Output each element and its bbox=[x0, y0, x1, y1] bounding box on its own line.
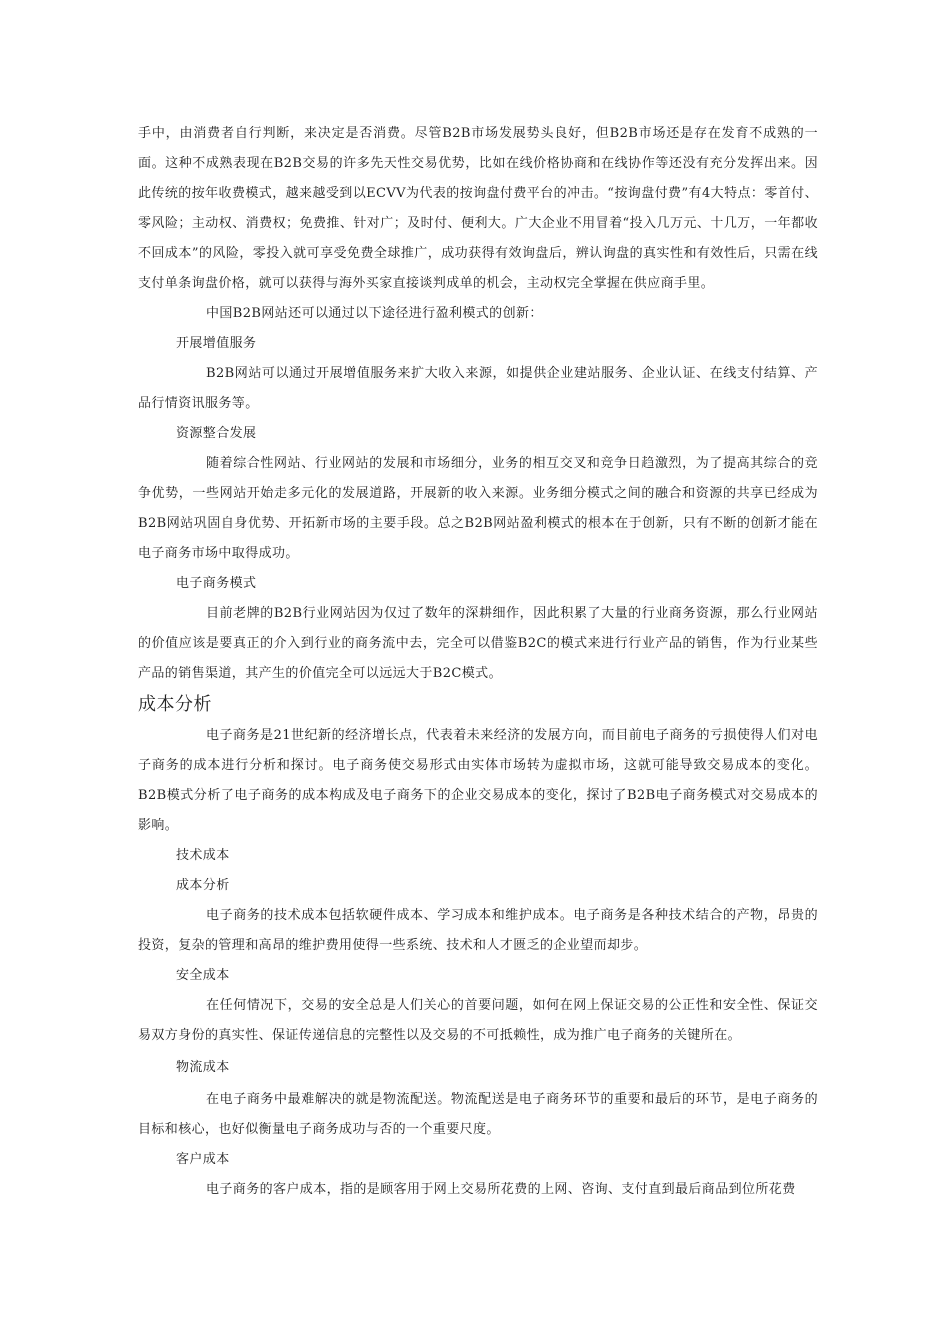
section-heading-cost: 成本分析 bbox=[138, 694, 212, 715]
security-cost-paragraph: 在任何情况下，交易的安全总是人们关心的首要问题，如何在网上保证交易的公正性和安全性、保证交易双方身份的真实性、保证传递信息的完整性以及交易的不可抵赖性，成为推广电子商务的关键所在。 bbox=[138, 998, 818, 1043]
subheading-ecommerce-mode: 电子商务模式 bbox=[176, 576, 257, 591]
integration-paragraph: 随着综合性网站、行业网站的发展和市场细分，业务的相互交叉和竞争日趋激烈，为了提高其综合的竞争优势，一些网站开始走多元化的发展道路，开展新的收入来源。业务细分模式之间的融合和资源的共享已经成为B2B网站巩固自身优势、开拓新市场的主要手段。总之B2B网站盈利模式的根本在于创新，只有不断的创新才能在电子商务市场中取得成功。 bbox=[138, 456, 818, 561]
subheading-integration: 资源整合发展 bbox=[176, 426, 257, 441]
subheading-value-added: 开展增值服务 bbox=[176, 336, 257, 351]
intro-paragraph: 手中，由消费者自行判断，来决定是否消费。尽管B2B市场发展势头良好，但B2B市场还是存在发育不成熟的一面。这种不成熟表现在B2B交易的许多先天性交易优势，比如在线价格协商和在线协作等还没有充分发挥出来。因此传统的按年收费模式，越来越受到以ECVV为代表的按询盘付费平台的冲击。“按询盘付费”有4大特点：零首付、零风险；主动权、消费权；免费推、针对广；及时付、便利大。广大企业不用冒着“投入几万元、十几万，一年都收不回成本”的风险，零投入就可享受免费全球推广，成功获得有效询盘后，辨认询盘的真实性和有效性后，只需在线支付单条询盘价格，就可以获得与海外买家直接谈判成单的机会，主动权完全掌握在供应商手里。 bbox=[138, 126, 818, 291]
ecommerce-mode-paragraph: 目前老牌的B2B行业网站因为仅过了数年的深耕细作，因此积累了大量的行业商务资源，那么行业网站的价值应该是要真正的介入到行业的商务流中去，完全可以借鉴B2C的模式来进行行业产品的销售，作为行业某些产品的销售渠道，其产生的价值完全可以远远大于B2C模式。 bbox=[138, 606, 818, 681]
document-page bbox=[138, 119, 818, 1205]
customer-cost-paragraph: 电子商务的客户成本，指的是顾客用于网上交易所花费的上网、咨询、支付直到最后商品到位所花费 bbox=[206, 1182, 796, 1197]
subheading-security-cost: 安全成本 bbox=[176, 968, 230, 983]
logistics-cost-paragraph: 在电子商务中最难解决的就是物流配送。物流配送是电子商务环节的重要和最后的环节，是电子商务的目标和核心，也好似衡量电子商务成功与否的一个重要尺度。 bbox=[138, 1092, 818, 1137]
value-added-paragraph: B2B网站可以通过开展增值服务来扩大收入来源，如提供企业建站服务、企业认证、在线支付结算、产品行情资讯服务等。 bbox=[138, 366, 818, 411]
subheading-tech-cost: 技术成本 bbox=[176, 848, 230, 863]
subheading-logistics-cost: 物流成本 bbox=[176, 1060, 230, 1075]
subheading-cost-analysis: 成本分析 bbox=[176, 878, 230, 893]
innovation-paragraph: 中国B2B网站还可以通过以下途径进行盈利模式的创新： bbox=[206, 306, 543, 321]
tech-cost-paragraph: 电子商务的技术成本包括软硬件成本、学习成本和维护成本。电子商务是各种技术结合的产物，昂贵的投资，复杂的管理和高昂的维护费用使得一些系统、技术和人才匮乏的企业望而却步。 bbox=[138, 908, 818, 953]
cost-intro-paragraph: 电子商务是21世纪新的经济增长点，代表着未来经济的发展方向，而目前电子商务的亏损使得人们对电子商务的成本进行分析和探讨。电子商务使交易形式由实体市场转为虚拟市场，这就可能导致交易成本的变化。B2B模式分析了电子商务的成本构成及电子商务下的企业交易成本的变化，探讨了B2B电子商务模式对交易成本的影响。 bbox=[138, 728, 818, 833]
subheading-customer-cost: 客户成本 bbox=[176, 1152, 230, 1167]
